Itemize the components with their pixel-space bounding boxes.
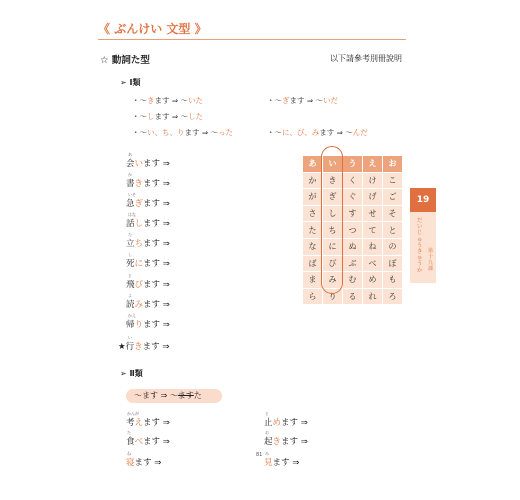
kana-cell: い [323, 156, 343, 173]
chapter-title: 第十九課 [428, 248, 434, 272]
kana-cell: な [303, 238, 323, 255]
kana-cell: も [383, 272, 403, 289]
kana-cell: げ [363, 189, 383, 206]
furigana: か [128, 172, 132, 177]
kana-cell: れ [363, 288, 383, 305]
kana-cell: ぬ [343, 238, 363, 255]
kana-row [303, 172, 403, 189]
kana-cell: つ [343, 222, 363, 239]
furigana: し [128, 252, 132, 257]
kana-cell: ま [303, 272, 323, 289]
kana-cell: む [343, 272, 363, 289]
group1-verb-row: ★行きます ⇒ [118, 342, 170, 352]
group2-verb-row: 見ます ⇒ [264, 458, 300, 468]
chapter-reading: だいじゅうきゅうか [417, 218, 423, 274]
kana-cell: あ [303, 156, 323, 173]
furigana: た [127, 430, 131, 435]
kana-cell: べ [363, 255, 383, 272]
kana-table [302, 155, 403, 305]
header-bracket-left: 《 [98, 22, 111, 36]
group1-verb-row: 帰ります ⇒ [126, 320, 170, 330]
kana-cell: そ [383, 205, 403, 222]
kana-cell: さ [303, 205, 323, 222]
chapter-number: 19 [410, 188, 436, 212]
furigana: た [128, 232, 132, 237]
group1-verb-row: 読みます ⇒ [126, 300, 170, 310]
kana-cell: た [303, 222, 323, 239]
kana-cell: ち [323, 222, 343, 239]
kana-cell: こ [383, 172, 403, 189]
kana-cell: え [363, 156, 383, 173]
kana-cell: ぼ [383, 255, 403, 272]
kana-cell: し [323, 205, 343, 222]
group2-verb-row: 起きます ⇒ [264, 437, 308, 447]
kana-row [303, 205, 403, 222]
rule-i-chi-ri: ・～い、ち、ります ⇒ ～った [132, 128, 234, 137]
group1-verb-row: 書きます ⇒ [126, 179, 170, 189]
kana-row [303, 222, 403, 239]
group2-rule-pill: ～ます ⇒ ～ますた [126, 389, 222, 403]
group1-label: ➢ Ⅰ類 [120, 78, 141, 87]
kana-cell: お [383, 156, 403, 173]
furigana: あ [128, 152, 132, 157]
kana-cell: ろ [383, 288, 403, 305]
kana-header-row [303, 156, 403, 173]
kana-cell: け [363, 172, 383, 189]
section-title: ☆ 動詞た型 [100, 55, 150, 66]
group2-verb-row: 止めます ⇒ [264, 418, 308, 428]
furigana: ね [127, 451, 131, 456]
furigana: み [265, 451, 269, 456]
kana-cell: て [363, 222, 383, 239]
section-note: 以下請參考別冊說明 [330, 54, 402, 63]
group1-verb-row: 飛びます ⇒ [126, 280, 170, 290]
kana-cell: の [383, 238, 403, 255]
furigana: い [128, 335, 132, 340]
i-column-highlight [321, 146, 343, 294]
kana-cell: び [323, 255, 343, 272]
kana-cell: め [363, 272, 383, 289]
group1-verb-row: 急ぎます ⇒ [126, 199, 170, 209]
page-header [98, 20, 207, 37]
group2-verb-row: 考えます ⇒ [126, 418, 170, 428]
rule-ni-bi-mi: ・～に、び、みます ⇒ ～んだ [267, 128, 368, 137]
kana-cell: ぐ [343, 189, 363, 206]
group1-verb-row: 死にます ⇒ [126, 259, 170, 269]
kana-cell: き [323, 172, 343, 189]
header-title-kana: ぶんけい [114, 22, 163, 36]
kana-cell: る [343, 288, 363, 305]
kana-cell: ぎ [323, 189, 343, 206]
furigana: かんが [127, 411, 139, 416]
kana-cell: ぶ [343, 255, 363, 272]
group2-verb-row: 寝ます ⇒ [126, 458, 162, 468]
kana-row [303, 255, 403, 272]
furigana: いそ [128, 192, 136, 197]
group1-verb-row: 立ちます ⇒ [126, 239, 170, 249]
furigana: と [265, 411, 269, 416]
header-title-kanji: 文型 [166, 22, 191, 36]
kana-cell: り [323, 288, 343, 305]
header-divider [98, 39, 406, 40]
kana-cell: に [323, 238, 343, 255]
kana-cell: く [343, 172, 363, 189]
header-bracket-right: 》 [194, 22, 207, 36]
group2-verb-row: 食べます ⇒ [126, 437, 170, 447]
kana-row [303, 272, 403, 289]
kana-cell: ら [303, 288, 323, 305]
group1-verb-row: 会います ⇒ [126, 159, 170, 169]
kana-cell: ね [363, 238, 383, 255]
furigana: はな [128, 212, 136, 217]
group2-label: ➢ Ⅱ類 [120, 369, 143, 378]
kana-cell: ば [303, 255, 323, 272]
kana-row [303, 238, 403, 255]
furigana: お [265, 430, 269, 435]
kana-row [303, 288, 403, 305]
kana-row [303, 189, 403, 206]
furigana: と [128, 273, 132, 278]
kana-cell: ご [383, 189, 403, 206]
rule-shi: ・～します ⇒ ～した [132, 112, 204, 121]
kana-cell: す [343, 205, 363, 222]
kana-cell: と [383, 222, 403, 239]
furigana: よ [128, 293, 132, 298]
rule-ki: ・～きます ⇒ ～いた [132, 96, 204, 105]
kana-cell: う [343, 156, 363, 173]
kana-cell: が [303, 189, 323, 206]
group1-verb-row: 話します ⇒ [126, 219, 170, 229]
kana-cell: せ [363, 205, 383, 222]
page-number: 81 [256, 452, 263, 458]
furigana: かえ [128, 313, 136, 318]
kana-cell: み [323, 272, 343, 289]
rule-gi: ・～ぎます ⇒ ～いだ [267, 96, 339, 105]
kana-cell: か [303, 172, 323, 189]
